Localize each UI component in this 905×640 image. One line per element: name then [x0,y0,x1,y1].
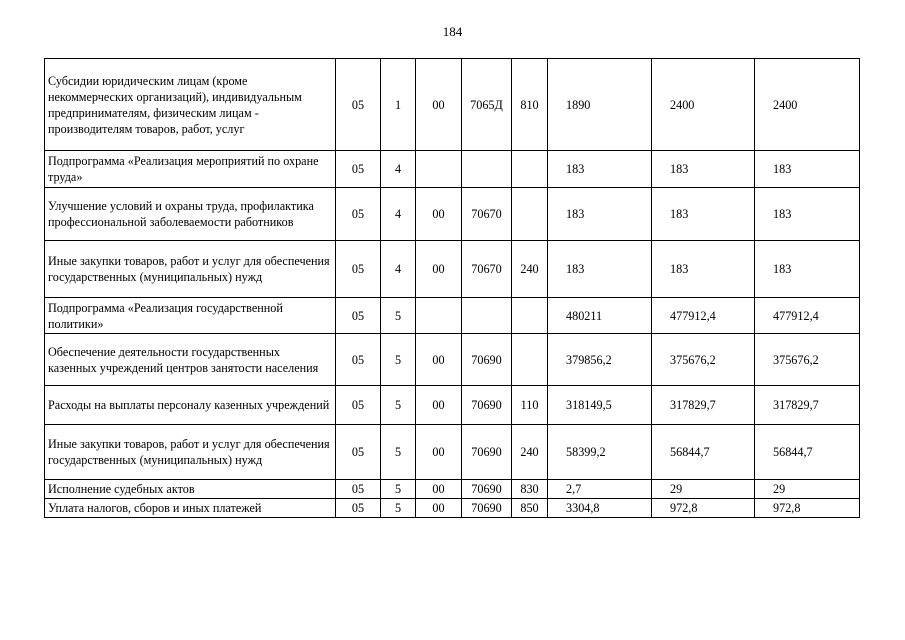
sum-year2-cell: 183 [652,151,755,188]
sum-year3-cell: 56844,7 [755,425,860,480]
row-name: Уплата налогов, сборов и иных платежей [45,499,336,518]
table-row [45,59,860,151]
razdel-cell: 05 [336,425,381,480]
table-row [45,386,860,425]
direction-cell: 70690 [462,499,512,518]
sum-year3-cell: 183 [755,188,860,241]
sum-year1-cell: 3304,8 [548,499,652,518]
sum-year1-cell: 183 [548,151,652,188]
row-name: Исполнение судебных актов [45,480,336,499]
sum-year2-cell: 2400 [652,59,755,151]
sum-year2-cell: 29 [652,480,755,499]
table-row [45,188,860,241]
sum-year2-cell: 972,8 [652,499,755,518]
table-row [45,298,860,334]
row-name: Подпрограмма «Реализация мероприятий по охране труда» [45,151,336,188]
direction-cell: 70690 [462,386,512,425]
direction-cell: 70690 [462,480,512,499]
sum-year1-cell: 480211 [548,298,652,334]
sum-year1-cell: 183 [548,241,652,298]
budget-table [44,58,860,518]
table-row [45,499,860,518]
row-name: Субсидии юридическим лицам (кроме некоммерческих организаций), индивидуальным предпринимателям, физическим лицам - производителям товаров, работ, услуг [45,59,336,151]
expense-type-cell: 240 [512,425,548,480]
sum-year3-cell: 183 [755,151,860,188]
sum-year1-cell: 2,7 [548,480,652,499]
expense-type-cell [512,334,548,386]
sum-year3-cell: 477912,4 [755,298,860,334]
expense-type-cell: 240 [512,241,548,298]
program-cell: 00 [416,334,462,386]
razdel-cell: 05 [336,386,381,425]
expense-type-cell: 850 [512,499,548,518]
expense-type-cell: 830 [512,480,548,499]
program-cell: 00 [416,188,462,241]
expense-type-cell: 810 [512,59,548,151]
razdel-cell: 05 [336,298,381,334]
program-cell: 00 [416,499,462,518]
razdel-cell: 05 [336,334,381,386]
direction-cell: 7065Д [462,59,512,151]
razdel-cell: 05 [336,188,381,241]
sum-year1-cell: 318149,5 [548,386,652,425]
razdel-cell: 05 [336,499,381,518]
sum-year1-cell: 379856,2 [548,334,652,386]
table-row [45,334,860,386]
program-cell: 00 [416,425,462,480]
sum-year2-cell: 317829,7 [652,386,755,425]
podrazdel-cell: 5 [381,499,416,518]
table-row [45,241,860,298]
podrazdel-cell: 4 [381,188,416,241]
podrazdel-cell: 1 [381,59,416,151]
sum-year3-cell: 29 [755,480,860,499]
program-cell [416,298,462,334]
direction-cell [462,298,512,334]
sum-year1-cell: 183 [548,188,652,241]
table-row [45,480,860,499]
sum-year2-cell: 56844,7 [652,425,755,480]
podrazdel-cell: 5 [381,334,416,386]
razdel-cell: 05 [336,480,381,499]
direction-cell: 70690 [462,425,512,480]
podrazdel-cell: 5 [381,386,416,425]
direction-cell: 70670 [462,241,512,298]
program-cell: 00 [416,241,462,298]
sum-year2-cell: 183 [652,241,755,298]
expense-type-cell [512,188,548,241]
row-name: Улучшение условий и охраны труда, профилактика профессиональной заболеваемости работников [45,188,336,241]
sum-year2-cell: 375676,2 [652,334,755,386]
razdel-cell: 05 [336,59,381,151]
podrazdel-cell: 4 [381,241,416,298]
podrazdel-cell: 5 [381,298,416,334]
program-cell: 00 [416,480,462,499]
program-cell: 00 [416,59,462,151]
row-name: Расходы на выплаты персоналу казенных учреждений [45,386,336,425]
direction-cell [462,151,512,188]
expense-type-cell [512,151,548,188]
podrazdel-cell: 4 [381,151,416,188]
sum-year1-cell: 58399,2 [548,425,652,480]
podrazdel-cell: 5 [381,425,416,480]
podrazdel-cell: 5 [381,480,416,499]
table-row [45,151,860,188]
sum-year3-cell: 317829,7 [755,386,860,425]
expense-type-cell [512,298,548,334]
sum-year1-cell: 1890 [548,59,652,151]
sum-year3-cell: 972,8 [755,499,860,518]
row-name: Иные закупки товаров, работ и услуг для обеспечения государственных (муниципальных) нужд [45,241,336,298]
sum-year3-cell: 2400 [755,59,860,151]
table-row [45,425,860,480]
row-name: Обеспечение деятельности государственных казенных учреждений центров занятости населения [45,334,336,386]
razdel-cell: 05 [336,241,381,298]
row-name: Иные закупки товаров, работ и услуг для обеспечения государственных (муниципальных) нужд [45,425,336,480]
program-cell: 00 [416,386,462,425]
program-cell [416,151,462,188]
page-number: 184 [442,24,463,39]
direction-cell: 70690 [462,334,512,386]
expense-type-cell: 110 [512,386,548,425]
sum-year2-cell: 183 [652,188,755,241]
razdel-cell: 05 [336,151,381,188]
row-name: Подпрограмма «Реализация государственной политики» [45,298,336,334]
sum-year3-cell: 375676,2 [755,334,860,386]
direction-cell: 70670 [462,188,512,241]
sum-year2-cell: 477912,4 [652,298,755,334]
sum-year3-cell: 183 [755,241,860,298]
